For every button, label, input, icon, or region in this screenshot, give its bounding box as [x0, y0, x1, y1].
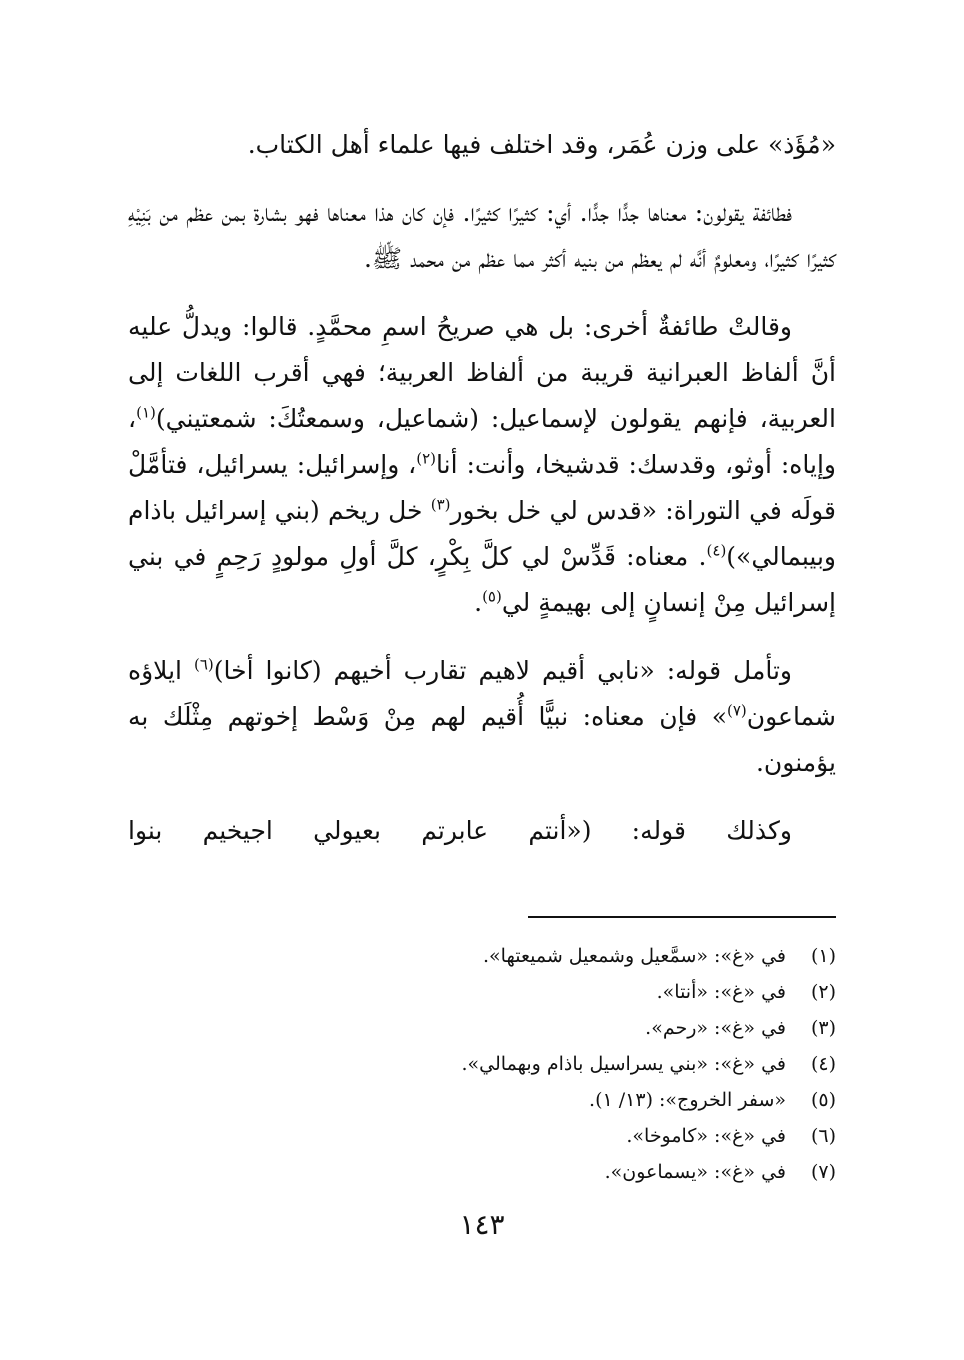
text-run: خل ريخم (بني إسرائيل باذام وبيبمالي») [128, 496, 836, 571]
footnote-ref-7[interactable]: (٧) [727, 701, 747, 720]
text-run: ، وإسرائيل: يسرائيل، فتأمَّلْ قولَه في التوراة: «قدس لي خل بخور [128, 450, 836, 525]
footnotes-list [128, 938, 836, 1190]
footnote-number: (٣) [810, 1017, 836, 1039]
text-run: ، وإياه: أوثو، وقدسك: قدشيخا، وأنت: أنا [128, 404, 836, 479]
footnote-item [128, 974, 836, 1010]
footnote-ref-3[interactable]: (٣) [430, 495, 451, 514]
page-number: ١٤٣ [459, 1208, 505, 1241]
footnote-item [128, 1046, 836, 1082]
footnote-text: في «غ»: «سمَّعيل وشمعيل شميعتها». [483, 945, 786, 967]
footnote-ref-1[interactable]: (١) [136, 403, 156, 422]
footnote-text: في «غ»: «كاموخا». [626, 1125, 786, 1147]
footnote-text: «سفر الخروج»: (١٣/ ١). [589, 1089, 786, 1111]
main-text [128, 122, 836, 854]
footnote-number: (٤) [810, 1053, 836, 1075]
footnote-number: (٧) [810, 1161, 836, 1183]
text-run: وقالتْ طائفةٌ أخرى: بل هي صريحُ اسمِ محمَّدٍ. قالوا: ويدلُّ عليه أنَّ ألفاظ العبرانية قريبة من ألفاظ العربية؛ فهي أقرب اللغات إلى العربية، فإنهم يقولون لإسماعيل: (شماعيل، وسمعتُكَ: شمعتيني) [128, 312, 836, 433]
paragraph-1: «مُؤَذ» على وزن عُمَر، وقد اختلف فيها علماء أهل الكتاب. [247, 130, 836, 159]
paragraph-2: فطائفة يقولون: معناها جدًّا جدًّا. أي: كثيرًا كثيرًا. فإن كان هذا معناها فهو بشارة بمن عظم من بَنِيْهِ كثيرًا كثيرًا، ومعلومٌ أنَّه لم يعظم من بنيه أكثر مما عظم من محمد ﷺ. [128, 198, 836, 273]
footnote-text: في «غ»: «أنتا». [656, 981, 786, 1003]
footnote-separator [528, 916, 836, 918]
footnote-item [128, 1118, 836, 1154]
footnote-number: (٢) [810, 981, 836, 1003]
paragraph-4 [128, 648, 836, 786]
text-run: » فإن معناه: نبيًّا أُقيم لهم مِنْ وَسْط إخوتهم مِثْلَك به يؤمنون. [128, 702, 836, 777]
footnote-item [128, 1010, 836, 1046]
footnote-item [128, 1154, 836, 1190]
footnote-text: في «غ»: «يسماعون». [604, 1161, 786, 1183]
footnote-item [128, 1082, 836, 1118]
footnote-ref-6[interactable]: (٦) [193, 655, 214, 674]
footnote-ref-4[interactable]: (٤) [706, 541, 727, 560]
footnote-item [128, 938, 836, 974]
text-run: . معناه: قَدِّسْ لي كلَّ بِكْرٍ، كلَّ أولِ مولودٍ رَحِمٍ في بني إسرائيل مِنْ إنسانٍ إلى بهيمةٍ لي [128, 542, 836, 617]
footnote-text: في «غ»: «بني يسراسيل باذام وبهمالي». [461, 1053, 786, 1075]
footnote-ref-2[interactable]: (٢) [416, 449, 437, 468]
footnote-number: (١) [810, 945, 836, 967]
footnote-ref-5[interactable]: (٥) [482, 587, 502, 606]
footnote-text: في «غ»: «رحم». [645, 1017, 786, 1039]
footnote-number: (٥) [810, 1089, 836, 1111]
text-run: . [474, 588, 483, 617]
text-run: ايلاؤه شماعون [128, 656, 836, 731]
text-run: وتأمل قوله: «نابي أقيم لاهيم تقارب أخيهم (كانوا أخا) [213, 656, 792, 685]
footnote-number: (٦) [810, 1125, 836, 1147]
paragraph-5: وكذلك قوله: («أنتم عابرتم بعيولي اجيخيم بنوا [128, 816, 792, 845]
paragraph-3 [128, 304, 836, 626]
